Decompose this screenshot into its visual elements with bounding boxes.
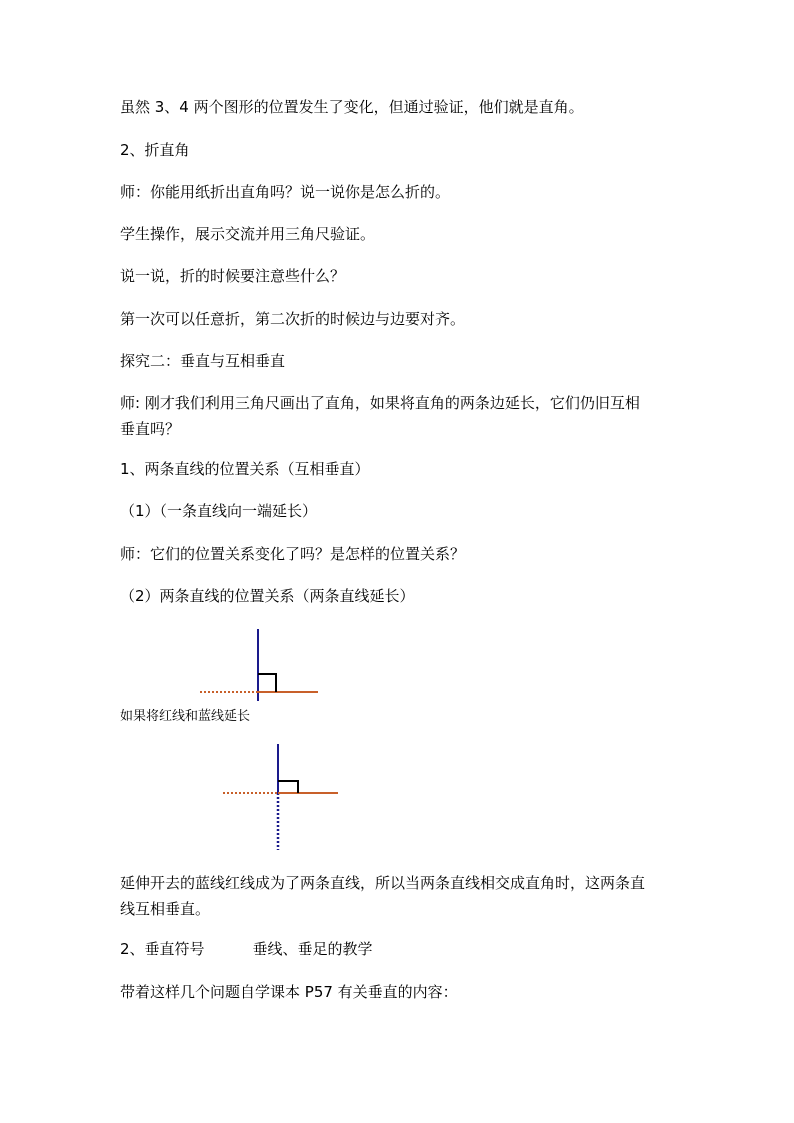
heading-part: 垂线、垂足的教学 xyxy=(252,940,373,958)
paragraph xyxy=(120,870,680,922)
section-heading xyxy=(120,936,373,962)
paragraph xyxy=(120,390,680,442)
paragraph-line: （2）两条直线的位置关系（两条直线延长） xyxy=(120,587,415,605)
paragraph-line: 虽然 3、4 两个图形的位置发生了变化，但通过验证，他们就是直角。 xyxy=(120,98,584,116)
right-angle-mark xyxy=(258,674,276,692)
section-heading: 2、折直角 xyxy=(120,141,190,159)
section-heading: 探究二：垂直与互相垂直 xyxy=(120,352,286,370)
paragraph-line: 师：你能用纸折出直角吗？说一说你是怎么折的。 xyxy=(120,183,451,201)
paragraph-line: 师: 刚才我们利用三角尺画出了直角，如果将直角的两条边延长，它们仍旧互相 xyxy=(120,394,640,412)
paragraph-line: 垂直吗？ xyxy=(120,420,181,438)
paragraph-line: 师：它们的位置关系变化了吗？是怎样的位置关系？ xyxy=(120,545,466,563)
figure-caption: 如果将红线和蓝线延长 xyxy=(120,709,251,724)
paragraph-line: 学生操作，展示交流并用三角尺验证。 xyxy=(120,225,376,243)
right-angle-mark xyxy=(278,781,298,793)
paragraph-line: 延伸开去的蓝线红线成为了两条直线，所以当两条直线相交成直角时，这两条直 xyxy=(120,874,646,892)
heading-part: 2、垂直符号 xyxy=(120,940,205,958)
paragraph-line: 带着这样几个问题自学课本 P57 有关垂直的内容： xyxy=(120,983,458,1001)
paragraph-line: 线互相垂直。 xyxy=(120,900,211,918)
perpendicular-figure-1 xyxy=(190,625,330,705)
paragraph-line: （1）（一条直线向一端延长） xyxy=(120,502,318,520)
paragraph-line: 说一说，折的时候要注意些什么？ xyxy=(120,267,346,285)
paragraph-line: 第一次可以任意折，第二次折的时候边与边要对齐。 xyxy=(120,310,466,328)
section-heading: 1、两条直线的位置关系（互相垂直） xyxy=(120,460,370,478)
perpendicular-figure-2 xyxy=(215,740,355,855)
